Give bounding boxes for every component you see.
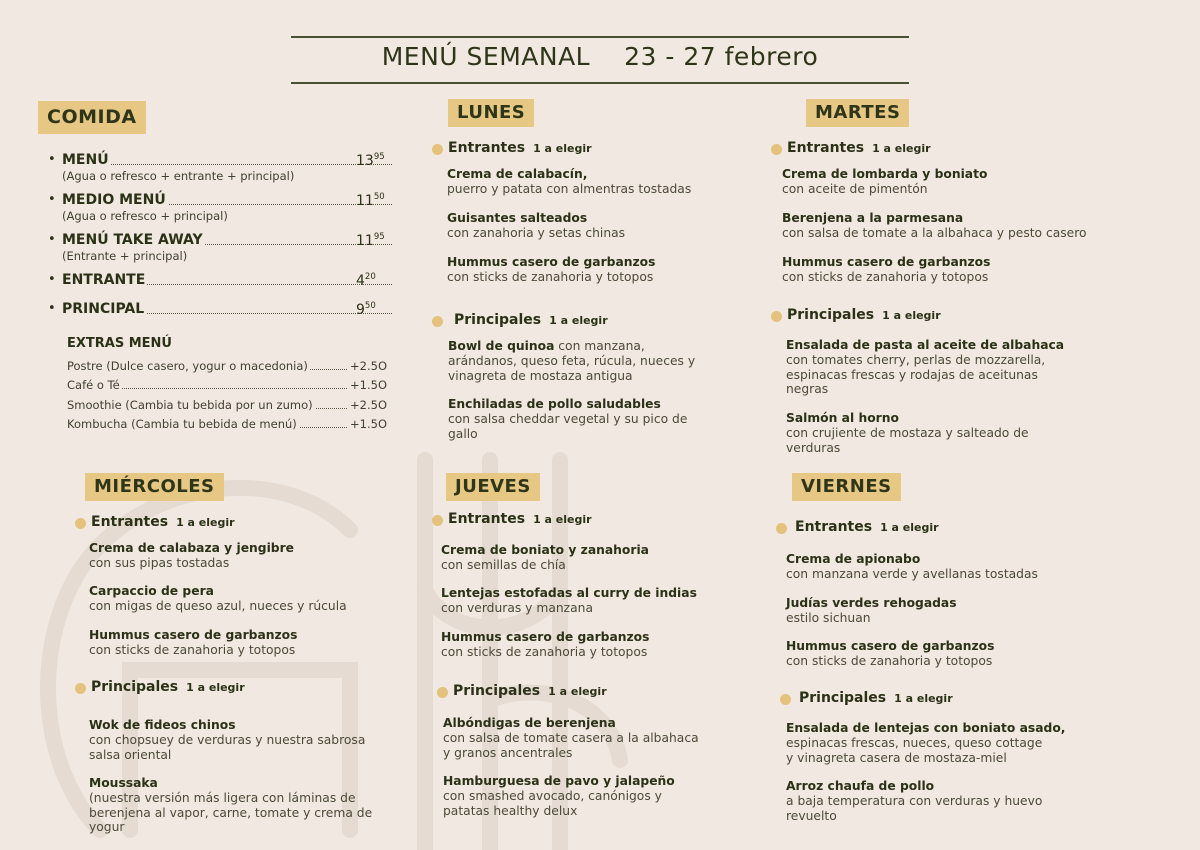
- dish: Wok de fideos chinos con chopsuey de verduras y nuestra sabrosa salsa oriental: [89, 718, 366, 762]
- extra-price: +1.5O: [350, 378, 387, 392]
- dish: Bowl de quinoa con manzana, arándanos, queso feta, rúcula, nueces y vinagreta de mostaza antigua: [448, 339, 696, 383]
- extra-row: [67, 398, 387, 412]
- bullet-dot: [432, 515, 443, 526]
- price-note: (Agua o refresco + principal): [62, 209, 228, 223]
- price-label: ENTRANTE: [62, 272, 146, 288]
- price-note: (Agua o refresco + entrante + principal): [62, 169, 295, 183]
- price-label: MENÚ: [62, 152, 109, 168]
- dish: Hummus casero de garbanzos con sticks de zanahoria y totopos: [786, 639, 995, 668]
- dish: Lentejas estofadas al curry de indias con verduras y manzana: [441, 586, 697, 615]
- header-rule-top: [291, 36, 909, 38]
- dish: Salmón al horno con crujiente de mostaza y salteado de verduras: [786, 411, 1029, 455]
- dish: Hummus casero de garbanzos con sticks de zanahoria y totopos: [441, 630, 650, 659]
- bullet-dot: [75, 518, 86, 529]
- price-note: (Entrante + principal): [62, 249, 188, 263]
- price-value: $11^{95}$: [356, 232, 385, 249]
- extras-title: EXTRAS MENÚ: [67, 336, 172, 351]
- menu-title: [291, 42, 909, 71]
- header-rule-bottom: [291, 82, 909, 84]
- extra-label: Smoothie (Cambia tu bebida por un zumo): [67, 398, 313, 412]
- dish: Albóndigas de berenjena con salsa de tomate casera a la albahaca y granos ancentrales: [443, 716, 699, 760]
- extra-row: [67, 378, 387, 392]
- extra-row: [67, 417, 387, 431]
- dish: Enchiladas de pollo saludables con salsa cheddar vegetal y su pico de gallo: [448, 397, 688, 441]
- price-value: $11^{50}$: [356, 192, 385, 209]
- dish: Guisantes salteados con zanahoria y setas chinas: [447, 211, 626, 240]
- dish: Moussaka (nuestra versión más ligera con láminas de berenjena al vapor, carne, tomate y crema de yogur: [89, 776, 373, 835]
- extra-label: Café o Té: [67, 378, 120, 392]
- extra-price: +1.5O: [350, 417, 387, 431]
- bullet-dot: [780, 694, 791, 705]
- bullet-dot: [432, 316, 443, 327]
- menu-title-text: MENÚ SEMANAL: [381, 42, 591, 71]
- dish: Hamburguesa de pavo y jalapeño con smashed avocado, canónigos y patatas healthy delux: [443, 774, 675, 818]
- bullet-dot: [437, 687, 448, 698]
- dish: Judías verdes rehogadas estilo sichuan: [786, 596, 957, 625]
- extra-row: [67, 359, 387, 373]
- dish: Berenjena a la parmesana con salsa de tomate a la albahaca y pesto casero: [782, 211, 1087, 240]
- dish: Crema de lombarda y boniato con aceite de pimentón: [782, 167, 988, 196]
- comida-badge: COMIDA: [38, 101, 146, 134]
- day-badge-martes: MARTES: [806, 99, 909, 127]
- dish: Hummus casero de garbanzos con sticks de zanahoria y totopos: [782, 255, 991, 284]
- dish: Hummus casero de garbanzos con sticks de zanahoria y totopos: [89, 628, 298, 657]
- menu-dates: 23 - 27 febrero: [624, 42, 819, 71]
- dish: Arroz chaufa de pollo a baja temperatura con verduras y huevo revuelto: [786, 779, 1043, 823]
- day-badge-lunes: LUNES: [448, 99, 534, 127]
- dish: Carpaccio de pera con migas de queso azul, nueces y rúcula: [89, 584, 347, 613]
- day-badge-jueves: JUEVES: [446, 473, 540, 501]
- day-badge-miercoles: MIÉRCOLES: [85, 473, 224, 501]
- day-badge-viernes: VIERNES: [792, 473, 901, 501]
- price-value: $9^{50}$: [356, 301, 376, 318]
- dish: Ensalada de pasta al aceite de albahaca con tomates cherry, perlas de mozzarella, espinacas frescas y rodajas de aceitunas negras: [786, 338, 1065, 397]
- dish: Crema de calabacín, puerro y patata con almentras tostadas: [447, 167, 692, 196]
- extra-price: +2.5O: [350, 359, 387, 373]
- bullet-dot: [75, 683, 86, 694]
- extra-price: +2.5O: [350, 398, 387, 412]
- extra-label: Kombucha (Cambia tu bebida de menú): [67, 417, 297, 431]
- price-value: $4^{20}$: [356, 272, 376, 289]
- dish: Crema de boniato y zanahoria con semillas de chía: [441, 543, 649, 572]
- dish: Ensalada de lentejas con boniato asado, espinacas frescas, nueces, queso cottage y vinagreta casera de mostaza-miel: [786, 721, 1066, 765]
- bullet-dot: [771, 311, 782, 322]
- dish: Crema de calabaza y jengibre con sus pipas tostadas: [89, 541, 295, 570]
- dish: Hummus casero de garbanzos con sticks de zanahoria y totopos: [447, 255, 656, 284]
- price-label: MENÚ TAKE AWAY: [62, 232, 203, 248]
- extra-label: Postre (Dulce casero, yogur o macedonia): [67, 359, 308, 373]
- bullet-dot: [776, 523, 787, 534]
- price-label: MEDIO MENÚ: [62, 192, 166, 208]
- dish: Crema de apionabo con manzana verde y avellanas tostadas: [786, 552, 1038, 581]
- bullet-dot: [432, 144, 443, 155]
- price-label: PRINCIPAL: [62, 301, 145, 317]
- price-value: $13^{95}$: [356, 152, 385, 169]
- bullet-dot: [771, 144, 782, 155]
